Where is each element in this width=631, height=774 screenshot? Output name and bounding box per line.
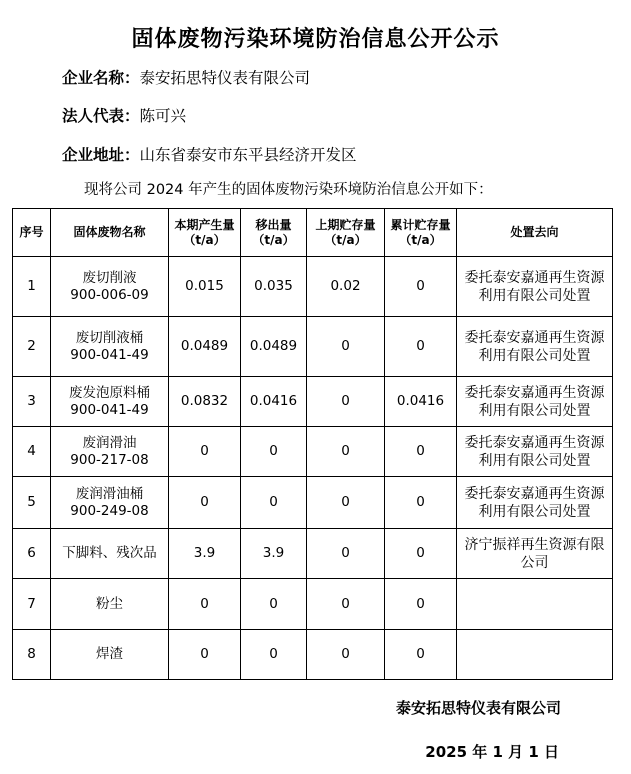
company-name-line (62, 66, 310, 88)
cell-produced-text: 3.9 (193, 545, 216, 561)
cell-moved-text: 0 (269, 443, 278, 459)
cell-name-text: 900-006-09 (70, 286, 149, 303)
cell-destination (457, 427, 613, 477)
cell-name (51, 630, 169, 680)
cell-accumulated-text: 0 (416, 443, 425, 459)
cell-no-text: 7 (27, 595, 36, 612)
cell-no-text: 5 (27, 494, 36, 510)
cell-destination (457, 377, 613, 427)
cell-destination (457, 477, 613, 529)
company-address-line (62, 143, 357, 165)
cell-prev-storage (307, 377, 385, 427)
cell-prev-storage-text: 0 (341, 646, 350, 662)
cell-moved (241, 529, 307, 579)
cell-produced (169, 427, 241, 477)
cell-produced (169, 257, 241, 317)
cell-accumulated-text: 0.0416 (396, 393, 445, 409)
cell-destination (457, 257, 613, 317)
cell-prev-storage (307, 477, 385, 529)
header-cell-no: 序号 (13, 209, 51, 257)
intro-text: 现将公司 2024 年产生的固体废物污染环境防治信息公开如下： (84, 182, 493, 198)
cell-accumulated (385, 529, 457, 579)
cell-name-text: 粉尘 (96, 595, 123, 612)
table-row (13, 317, 613, 377)
cell-moved (241, 477, 307, 529)
cell-prev-storage-text: 0 (341, 595, 350, 612)
cell-destination-text: 委托泰安嘉通再生资源利用有限公司处置 (464, 384, 605, 419)
company-address-label: 企业地址： (62, 146, 140, 164)
cell-accumulated (385, 427, 457, 477)
header-cell-name: 固体废物名称 (51, 209, 169, 257)
table-row (13, 630, 613, 680)
cell-no-text: 6 (27, 545, 36, 561)
cell-name (51, 477, 169, 529)
cell-name (51, 377, 169, 427)
legal-representative-value: 陈可兴 (139, 107, 187, 125)
cell-accumulated (385, 377, 457, 427)
company-name-value: 泰安拓思特仪表有限公司 (139, 69, 311, 87)
cell-prev-storage (307, 257, 385, 317)
cell-moved-text: 0.0416 (249, 393, 298, 409)
cell-no-text: 1 (27, 278, 36, 294)
cell-produced-text: 0.0489 (180, 338, 229, 354)
cell-name (51, 529, 169, 579)
cell-name-text: 废润滑油 (82, 434, 137, 451)
table-header-row (13, 209, 613, 257)
cell-no (13, 317, 51, 377)
cell-no (13, 377, 51, 427)
cell-produced (169, 529, 241, 579)
cell-name (51, 579, 169, 630)
cell-produced-text: 0.015 (185, 278, 224, 294)
table-row (13, 257, 613, 317)
cell-no (13, 477, 51, 529)
cell-accumulated (385, 579, 457, 630)
cell-produced-text: 0.0832 (180, 393, 229, 409)
cell-no-text: 3 (27, 393, 36, 409)
cell-prev-storage (307, 579, 385, 630)
cell-produced (169, 630, 241, 680)
cell-name (51, 317, 169, 377)
cell-moved (241, 427, 307, 477)
cell-moved (241, 630, 307, 680)
cell-moved-text: 0 (269, 595, 278, 612)
cell-moved (241, 377, 307, 427)
cell-destination (457, 579, 613, 630)
table-row (13, 529, 613, 579)
cell-no (13, 529, 51, 579)
cell-prev-storage (307, 427, 385, 477)
header-cell-moved: 移出量（t/a） (241, 209, 307, 257)
cell-moved (241, 317, 307, 377)
cell-destination-text: 委托泰安嘉通再生资源利用有限公司处置 (464, 485, 605, 520)
cell-produced-text: 0 (200, 443, 209, 459)
company-address-value: 山东省泰安市东平县经济开发区 (139, 146, 357, 164)
cell-prev-storage-text: 0 (341, 393, 350, 409)
cell-prev-storage-text: 0 (341, 338, 350, 354)
cell-name-text: 焊渣 (96, 646, 123, 662)
cell-moved (241, 579, 307, 630)
cell-produced-text: 0 (200, 646, 209, 662)
cell-no (13, 427, 51, 477)
cell-no-text: 4 (27, 443, 36, 459)
cell-destination-text: 委托泰安嘉通再生资源利用有限公司处置 (464, 329, 605, 364)
cell-name-text: 900-217-08 (70, 451, 149, 468)
page-title: 固体废物污染环境防治信息公开公示 (131, 27, 500, 52)
cell-destination (457, 317, 613, 377)
cell-produced-text: 0 (200, 595, 209, 612)
cell-name-text: 900-041-49 (70, 401, 149, 418)
cell-name (51, 427, 169, 477)
cell-accumulated-text: 0 (416, 278, 425, 294)
table-row (13, 477, 613, 529)
cell-produced-text: 0 (200, 494, 209, 510)
cell-no-text: 2 (27, 338, 36, 354)
cell-prev-storage (307, 317, 385, 377)
legal-representative-line (62, 104, 186, 126)
cell-moved-text: 0 (269, 646, 278, 662)
header-cell-produced: 本期产生量（t/a） (169, 209, 241, 257)
cell-prev-storage-text: 0 (341, 443, 350, 459)
cell-accumulated (385, 257, 457, 317)
legal-representative-label: 法人代表： (62, 107, 140, 125)
cell-accumulated-text: 0 (416, 545, 425, 561)
cell-produced (169, 317, 241, 377)
cell-prev-storage (307, 630, 385, 680)
cell-moved-text: 0.035 (254, 278, 293, 294)
cell-produced (169, 477, 241, 529)
cell-produced (169, 377, 241, 427)
cell-moved-text: 0.0489 (249, 338, 298, 354)
cell-destination-text: 济宁振祥再生资源有限公司 (464, 536, 605, 571)
cell-name-text: 废润滑油桶 (75, 485, 144, 502)
cell-moved-text: 3.9 (262, 545, 285, 561)
waste-table (12, 208, 613, 680)
table-row (13, 377, 613, 427)
cell-name-text: 900-041-49 (70, 346, 149, 363)
cell-accumulated-text: 0 (416, 494, 425, 510)
cell-accumulated-text: 0 (416, 338, 425, 354)
company-name-label: 企业名称： (62, 69, 140, 87)
cell-name-text: 900-249-08 (70, 502, 149, 519)
table-row (13, 579, 613, 630)
cell-accumulated-text: 0 (416, 646, 425, 662)
cell-no (13, 257, 51, 317)
cell-no (13, 579, 51, 630)
cell-accumulated-text: 0 (416, 595, 425, 612)
cell-prev-storage-text: 0.02 (330, 278, 361, 294)
header-cell-destination: 处置去向 (457, 209, 613, 257)
cell-no (13, 630, 51, 680)
cell-prev-storage-text: 0 (341, 494, 350, 510)
header-cell-prev-storage: 上期贮存量（t/a） (307, 209, 385, 257)
cell-prev-storage (307, 529, 385, 579)
table-row (13, 427, 613, 477)
cell-destination (457, 630, 613, 680)
cell-moved-text: 0 (269, 494, 278, 510)
signature-date: 2025 年 1 月 1 日 (425, 743, 559, 761)
cell-destination-text: 委托泰安嘉通再生资源利用有限公司处置 (464, 269, 605, 304)
cell-accumulated (385, 317, 457, 377)
cell-name-text: 废切削液 (82, 269, 137, 286)
cell-name (51, 257, 169, 317)
cell-accumulated (385, 477, 457, 529)
header-cell-accumulated: 累计贮存量（t/a） (385, 209, 457, 257)
cell-accumulated (385, 630, 457, 680)
cell-destination (457, 529, 613, 579)
cell-produced (169, 579, 241, 630)
cell-name-text: 废发泡原料桶 (69, 384, 150, 401)
cell-name-text: 废切削液桶 (75, 329, 144, 346)
cell-destination-text: 委托泰安嘉通再生资源利用有限公司处置 (464, 434, 605, 469)
signature-company: 泰安拓思特仪表有限公司 (395, 699, 561, 717)
cell-moved (241, 257, 307, 317)
cell-name-text: 下脚料、残次品 (62, 545, 157, 561)
cell-no-text: 8 (27, 646, 36, 662)
cell-prev-storage-text: 0 (341, 545, 350, 561)
